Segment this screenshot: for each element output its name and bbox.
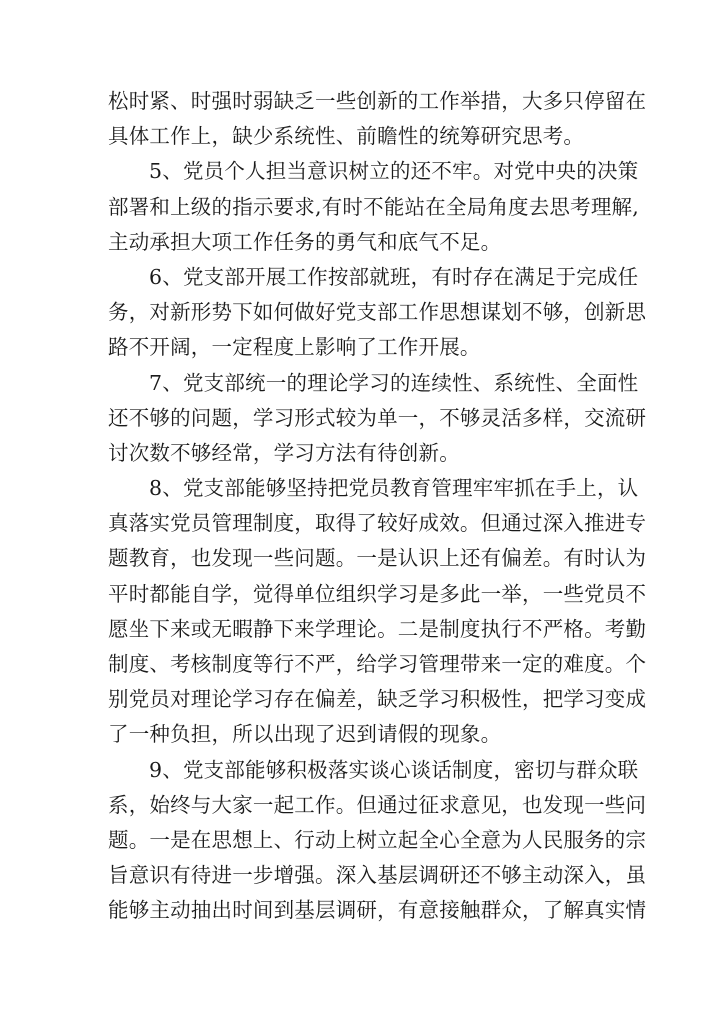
text-line: 系，始终与大家一起工作。但通过征求意见，也发现一些问	[108, 792, 647, 817]
text-line: 能够主动抽出时间到基层调研，有意接触群众，了解真实情	[108, 898, 647, 923]
text-line: 还不够的问题，学习形式较为单一，不够灵活多样，交流研	[108, 405, 647, 430]
text-line: 8、党支部能够坚持把党员教育管理牢牢抓在手上，认	[149, 476, 639, 501]
text-line: 旨意识有待进一步增强。深入基层调研还不够主动深入，虽	[108, 863, 647, 888]
text-line: 部署和上级的指示要求,有时不能站在全局角度去思考理解,	[108, 194, 639, 219]
text-line: 松时紧、时强时弱缺乏一些创新的工作举措，大多只停留在	[108, 89, 647, 113]
text-line: 讨次数不够经常，学习方法有待创新。	[108, 440, 460, 465]
text-line: 真落实党员管理制度，取得了较好成效。但通过深入推进专	[108, 511, 647, 536]
text-line: 7、党支部统一的理论学习的连续性、系统性、全面性	[149, 370, 639, 395]
text-line: 5、党员个人担当意识树立的还不牢。对党中央的决策	[149, 159, 639, 184]
text-line: 了一种负担，所以出现了迟到请假的现象。	[108, 722, 502, 747]
text-line: 愿坐下来或无暇静下来学理论。二是制度执行不严格。考勤	[108, 616, 647, 641]
text-line: 6、党支部开展工作按部就班，有时存在满足于完成任	[149, 264, 639, 289]
text-line: 主动承担大项工作任务的勇气和底气不足。	[108, 229, 502, 254]
text-line: 路不开阔，一定程度上影响了工作开展。	[108, 335, 481, 360]
text-line: 具体工作上，缺少系统性、前瞻性的统筹研究思考。	[108, 124, 585, 149]
text-line: 制度、考核制度等行不严，给学习管理带来一定的难度。个	[108, 652, 647, 676]
text-line: 题教育，也发现一些问题。一是认识上还有偏差。有时认为	[108, 546, 647, 571]
body-text	[108, 84, 647, 929]
text-line: 题。一是在思想上、行动上树立起全心全意为人民服务的宗	[108, 827, 647, 852]
text-line: 9、党支部能够积极落实谈心谈话制度，密切与群众联	[149, 757, 639, 782]
text-line: 别党员对理论学习存在偏差，缺乏学习积极性，把学习变成	[108, 687, 647, 712]
text-line: 平时都能自学，觉得单位组织学习是多此一举，一些党员不	[108, 581, 647, 606]
text-line: 务，对新形势下如何做好党支部工作思想谋划不够，创新思	[108, 300, 647, 325]
